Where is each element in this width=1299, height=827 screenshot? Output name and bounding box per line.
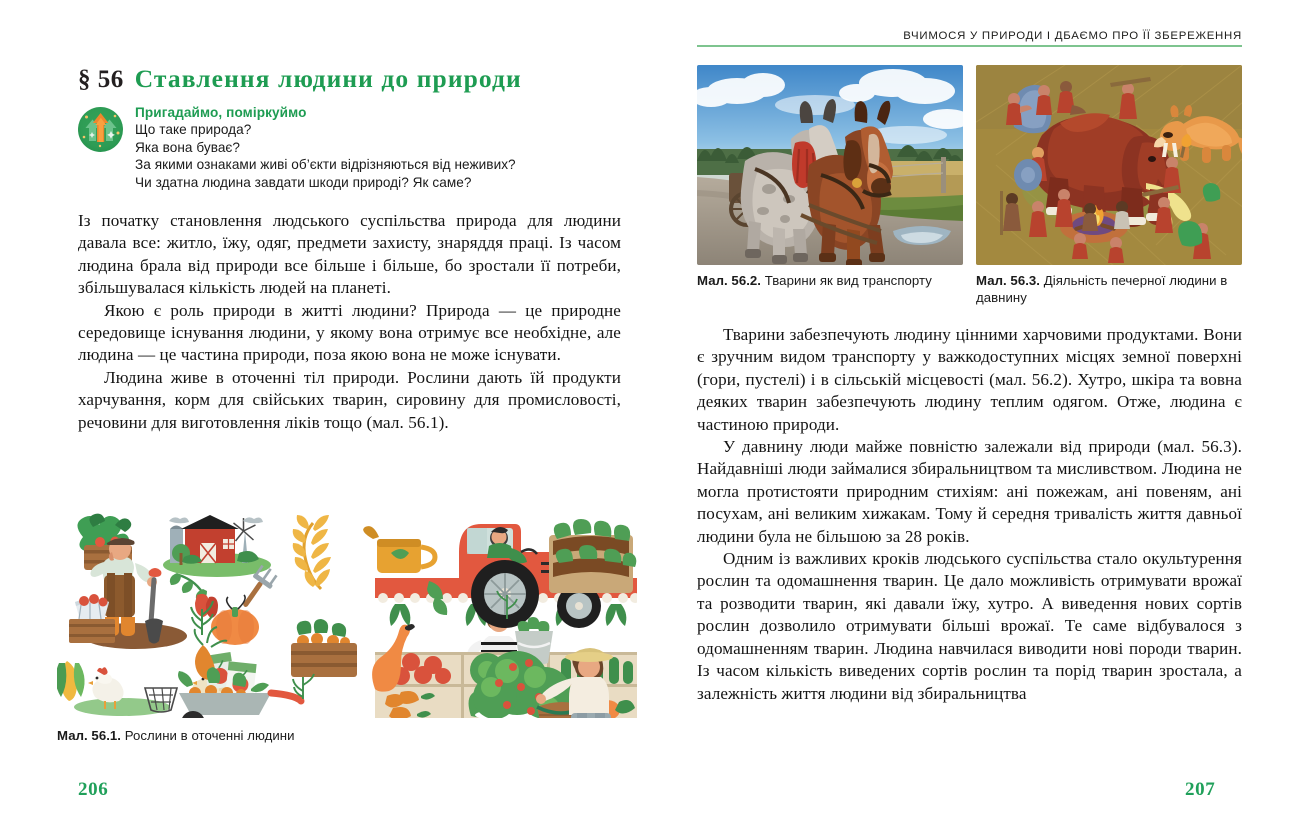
figure-caption-label: Мал. 56.2. (697, 273, 762, 288)
recall-title: Пригадаймо, поміркуймо (135, 105, 307, 120)
recall-question: Чи здатна людина завдати шкоди природі? Як саме? (135, 174, 472, 190)
recall-block (78, 104, 623, 191)
page-number-right: 207 (1185, 779, 1216, 800)
paragraph: Людина живе в оточенні тіл природи. Рослини дають їй продукти харчування, корм для свійських тварин, сировину для промисловості, речовини для виготовлення ліків тощо (мал. 56.1). (78, 367, 621, 432)
figure-caption-text: Діяльність печерної людини в давнину (976, 273, 1228, 305)
paragraph: У давнину люди майже повністю залежали від природи (мал. 56.3). Найдавніші люди займалися збиральництвом та мисливством. Людина не могла протистояти природним стихіям: ані пожежам, ані повеням, ані посухам, ані великим хижакам. Тому й середня тривалість життя давньої людини була не більшою за 28 років. (697, 437, 1242, 546)
figure-caption (57, 727, 477, 744)
right-body-text (697, 324, 1242, 705)
paragraph: Якою є роль природи в житті людини? Природа — це природне середовище існування людини, у якому вона отримує все необхідне, але людина — це частина природи, поза якою вона не може існувати. (78, 300, 621, 365)
figure-caption (697, 272, 963, 306)
page-title: Ставлення людини до природи (134, 64, 522, 93)
figure-caption (976, 272, 1242, 306)
header-rule (697, 45, 1242, 47)
figure-row (697, 65, 1242, 265)
paragraph: Одним із важливих кроків людського суспільства стало окультурення рослин та одомашнення тварин. Це дало можливість отримувати врожаї та розводити тварин, які давали їжу, хутро. А виведення нових сортів рослин дозволило отримувати більші врожаї. Те саме відбувалося з одомашненням тварин. Людина навчилася виводити нові породи тварин. Із часом кількість виведених сортів рослин та порід тварин зростала, а залежність життя людини від збиральництва (697, 549, 1242, 703)
farming-illustration (57, 503, 637, 718)
figure-caption-row (697, 272, 1242, 306)
recall-question: За якими ознаками живі об’єкти відрізняються від неживих? (135, 157, 516, 173)
recall-question: Що таке природа? (135, 122, 252, 137)
figure-caption-label: Мал. 56.3. (976, 273, 1041, 288)
paragraph: Із початку становлення людського суспільства природа для людини давала все: житло, їжу, одяг, предмети захисту, знаряддя праці. Із часом людина брала від природи все більше і більше, бо зростали її потреби, збільшувалася кількість людей на планеті. (78, 211, 621, 298)
paragraph: Тварини забезпечують людину цінними харчовими продуктами. Вони є зручним видом транспорту у важкодоступних місцях земної поверхні (гори, пустелі) і в сільській місцевості (мал. 56.2). Хутро, шкіра та вовна деяких тварин забезпечують людину теплим одягом. Отже, людина є частиною природи. (697, 325, 1242, 434)
cave-people-mammoth-illustration (976, 65, 1242, 265)
growth-arrows-icon (78, 107, 123, 152)
page-number-left: 206 (78, 779, 109, 800)
figure-caption-text: Рослини в оточенні людини (124, 728, 295, 743)
running-head: ВЧИМОСЯ У ПРИРОДИ І ДБАЄМО ПРО ЇЇ ЗБЕРЕЖЕННЯ (903, 30, 1242, 42)
section-number: § 56 (78, 66, 124, 93)
section-heading (78, 64, 638, 94)
horses-cart-photo (697, 65, 963, 265)
figure-caption-label: Мал. 56.1. (57, 728, 122, 743)
figure-caption-text: Тварини як вид транспорту (764, 273, 932, 288)
recall-question: Яка вона буває? (135, 139, 241, 155)
left-body-text (78, 210, 621, 434)
